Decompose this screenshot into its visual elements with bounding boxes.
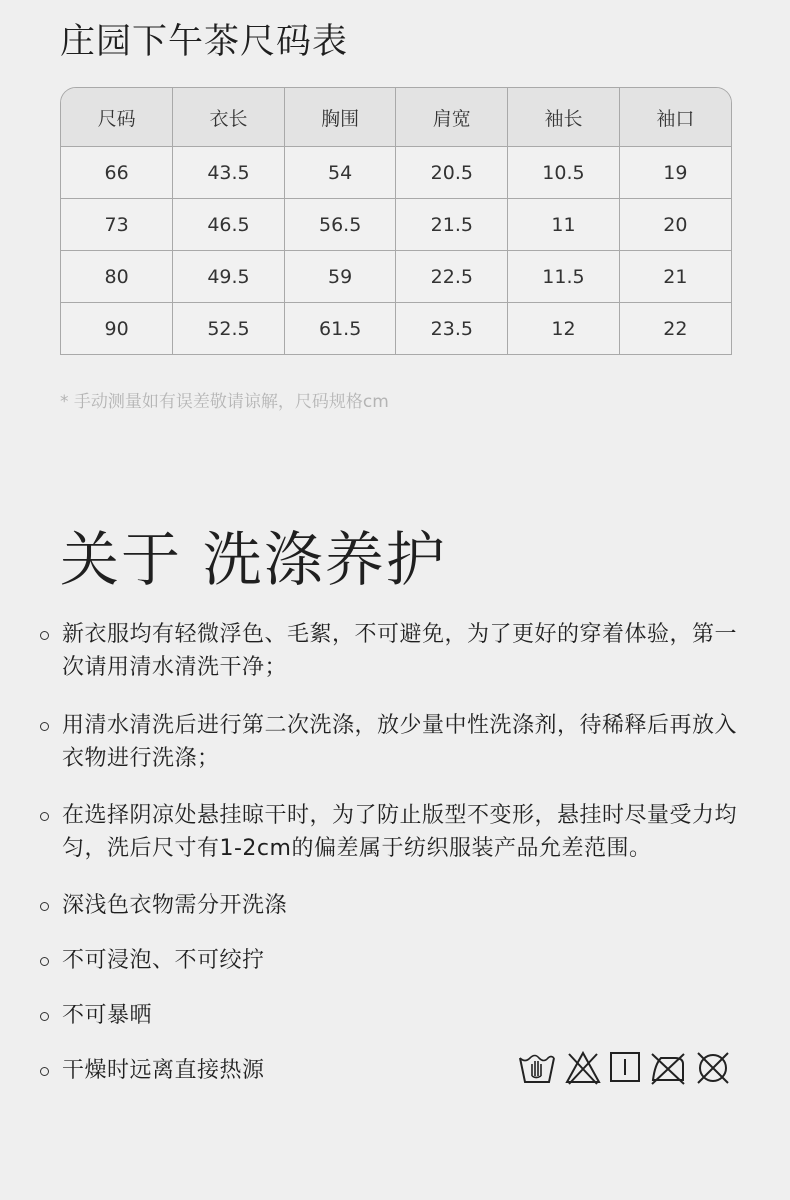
table-cell: 56.5	[284, 199, 396, 251]
table-cell: 23.5	[396, 303, 508, 355]
table-cell: 20	[619, 199, 731, 251]
table-cell: 46.5	[173, 199, 285, 251]
table-cell: 43.5	[173, 147, 285, 199]
table-cell: 66	[61, 147, 173, 199]
care-text: 用清水清洗后进行第二次洗涤，放少量中性洗涤剂，待稀释后再放入衣物进行洗涤；	[62, 713, 738, 771]
line-dry-icon	[609, 1050, 641, 1086]
column-header-chest: 胸围	[284, 88, 396, 147]
column-header-cuff: 袖口	[619, 88, 731, 147]
table-cell: 52.5	[173, 303, 285, 355]
table-cell: 73	[61, 199, 173, 251]
bullet-icon	[40, 631, 49, 640]
list-item	[40, 618, 740, 684]
do-not-tumble-dry-icon	[695, 1050, 731, 1086]
care-text: 新衣服均有轻微浮色、毛絮，不可避免，为了更好的穿着体验，第一次请用清水清洗干净；	[62, 622, 738, 680]
table-header-row	[61, 88, 731, 147]
hand-wash-icon	[517, 1050, 557, 1086]
table-cell: 11.5	[508, 251, 620, 303]
list-item	[40, 709, 740, 775]
table-row	[61, 199, 731, 251]
do-not-iron-icon	[649, 1050, 687, 1086]
column-header-length: 衣长	[173, 88, 285, 147]
table-cell: 80	[61, 251, 173, 303]
table-cell: 59	[284, 251, 396, 303]
table-cell: 21.5	[396, 199, 508, 251]
table-cell: 12	[508, 303, 620, 355]
table-cell: 54	[284, 147, 396, 199]
table-cell: 22	[619, 303, 731, 355]
care-text: 不可浸泡、不可绞拧	[62, 948, 265, 973]
table-row	[61, 147, 731, 199]
bullet-icon	[40, 812, 49, 821]
list-item	[40, 944, 740, 977]
size-table	[60, 87, 732, 355]
table-cell: 22.5	[396, 251, 508, 303]
care-text: 干燥时远离直接热源	[62, 1058, 265, 1083]
column-header-shoulder: 肩宽	[396, 88, 508, 147]
list-item	[40, 889, 740, 922]
table-cell: 10.5	[508, 147, 620, 199]
table-cell: 19	[619, 147, 731, 199]
size-chart-title: 庄园下午茶尺码表	[60, 22, 349, 62]
bullet-icon	[40, 957, 49, 966]
table-cell: 61.5	[284, 303, 396, 355]
table-cell: 49.5	[173, 251, 285, 303]
measurement-note: * 手动测量如有误差敬请谅解，尺码规格cm	[60, 392, 389, 412]
do-not-bleach-icon	[565, 1050, 601, 1086]
table-cell: 11	[508, 199, 620, 251]
bullet-icon	[40, 1012, 49, 1021]
table-row	[61, 251, 731, 303]
bullet-icon	[40, 902, 49, 911]
care-text: 在选择阴凉处悬挂晾干时，为了防止版型不变形，悬挂时尽量受力均匀，洗后尺寸有1-2cm的偏差属于纺织服装产品允差范围。	[62, 803, 738, 861]
care-title: 关于 洗涤养护	[60, 525, 447, 594]
bullet-icon	[40, 1067, 49, 1076]
table-row	[61, 303, 731, 355]
list-item	[40, 799, 740, 865]
table-cell: 90	[61, 303, 173, 355]
care-text: 深浅色衣物需分开洗涤	[62, 893, 288, 918]
care-text: 不可暴晒	[62, 1003, 153, 1028]
column-header-sleeve-length: 袖长	[508, 88, 620, 147]
column-header-size: 尺码	[61, 88, 173, 147]
table-cell: 20.5	[396, 147, 508, 199]
table-cell: 21	[619, 251, 731, 303]
bullet-icon	[40, 722, 49, 731]
list-item	[40, 999, 740, 1032]
